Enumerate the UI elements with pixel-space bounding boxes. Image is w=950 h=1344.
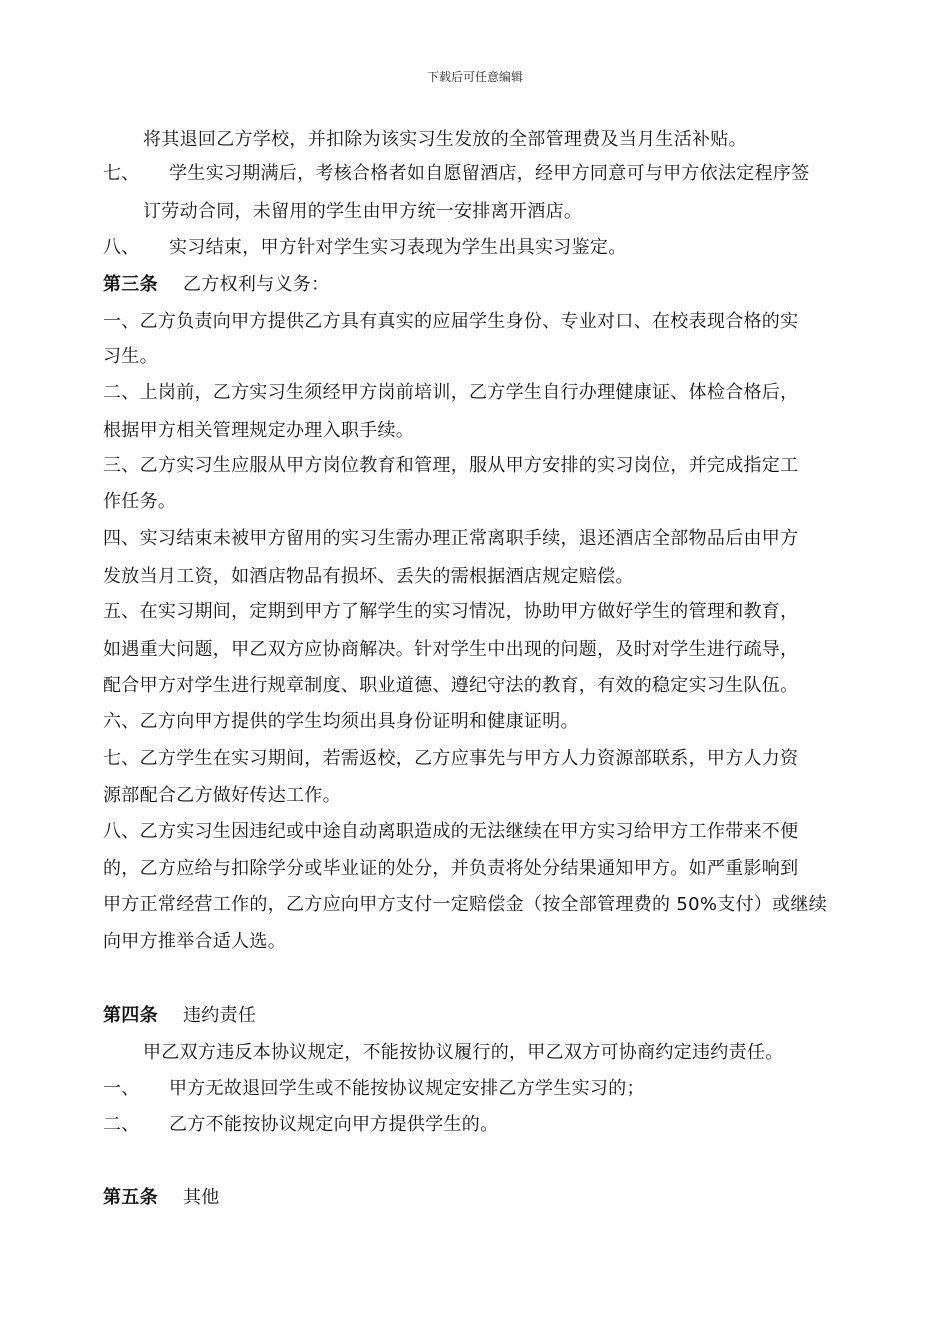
- section-heading-3: [103, 273, 863, 297]
- paragraph-line: 作任务。: [103, 491, 177, 512]
- paragraph-line: 的，乙方应给与扣除学分或毕业证的处分，并负责将处分结果通知甲方。如严重影响到: [103, 858, 799, 879]
- item-number: 八、: [103, 237, 140, 258]
- item-number: 一、: [103, 1078, 140, 1099]
- paragraph-line: 根据甲方相关管理规定办理入职手续。: [103, 420, 415, 441]
- paragraph-line: 将其退回乙方学校，并扣除为该实习生发放的全部管理费及当月生活补贴。: [143, 129, 747, 150]
- paragraph-line: 一、乙方负责向甲方提供乙方具有真实的应届学生身份、专业对口、在校表现合格的实: [103, 311, 799, 332]
- paragraph-line: 源部配合乙方做好传达工作。: [103, 785, 341, 806]
- article-title: 违约责任: [183, 1005, 257, 1026]
- paragraph-line: 配合甲方对学生进行规章制度、职业道德、遵纪守法的教育，有效的稳定实习生队伍。: [103, 675, 799, 696]
- item-text: 实习结束，甲方针对学生实习表现为学生出具实习鉴定。: [169, 237, 627, 258]
- paragraph-line: 三、乙方实习生应服从甲方岗位教育和管理，服从甲方安排的实习岗位，并完成指定工: [103, 455, 799, 476]
- item-number: 七、: [103, 163, 140, 184]
- article-number: 第三条: [103, 274, 158, 295]
- list-item: [103, 1113, 863, 1137]
- paragraph-line: 习生。: [103, 346, 158, 367]
- paragraph-line: 二、上岗前，乙方实习生须经甲方岗前培训，乙方学生自行办理健康证、体检合格后，: [103, 382, 799, 403]
- list-item: [103, 236, 863, 260]
- item-text: 乙方不能按协议规定向甲方提供学生的。: [169, 1114, 499, 1135]
- list-item: [103, 1077, 863, 1101]
- paragraph-line: 六、乙方向甲方提供的学生均须出具身份证明和健康证明。: [103, 711, 579, 732]
- article-number: 第五条: [103, 1187, 158, 1208]
- paragraph-line: 甲乙双方违反本协议规定，不能按协议履行的，甲乙双方可协商约定违约责任。: [143, 1042, 784, 1063]
- article-title: 乙方权利与义务：: [183, 274, 330, 295]
- item-text: 甲方无故退回学生或不能按协议规定安排乙方学生实习的；: [169, 1078, 645, 1099]
- article-number: 第四条: [103, 1005, 158, 1026]
- paragraph-line: 发放当月工资，如酒店物品有损坏、丢失的需根据酒店规定赔偿。: [103, 566, 634, 587]
- paragraph-line: 八、乙方实习生因违纪或中途自动离职造成的无法继续在甲方实习给甲方工作带来不便: [103, 821, 799, 842]
- paragraph-line: 四、实习结束未被甲方留用的实习生需办理正常离职手续，退还酒店全部物品后由甲方: [103, 528, 799, 549]
- list-item: [103, 162, 863, 186]
- item-number: 二、: [103, 1114, 140, 1135]
- paragraph-line: 向甲方推举合适人选。: [103, 931, 286, 952]
- section-heading-4: [103, 1004, 863, 1028]
- page-header: 下载后可任意编辑: [426, 70, 523, 84]
- paragraph-line: 甲方正常经营工作的，乙方应向甲方支付一定赔偿金（按全部管理费的 50%支付）或继续: [103, 894, 828, 915]
- item-text: 学生实习期满后，考核合格者如自愿留酒店，经甲方同意可与甲方依法定程序签: [169, 163, 810, 184]
- article-title: 其他: [183, 1187, 220, 1208]
- paragraph-line: 如遇重大问题，甲乙双方应协商解决。针对学生中出现的问题，及时对学生进行疏导，: [103, 639, 799, 660]
- paragraph-line: 订劳动合同，未留用的学生由甲方统一安排离开酒店。: [143, 201, 583, 222]
- section-heading-5: [103, 1186, 863, 1210]
- paragraph-line: 七、乙方学生在实习期间，若需返校，乙方应事先与甲方人力资源部联系，甲方人力资: [103, 748, 799, 769]
- paragraph-line: 五、在实习期间，定期到甲方了解学生的实习情况，协助甲方做好学生的管理和教育，: [103, 601, 799, 622]
